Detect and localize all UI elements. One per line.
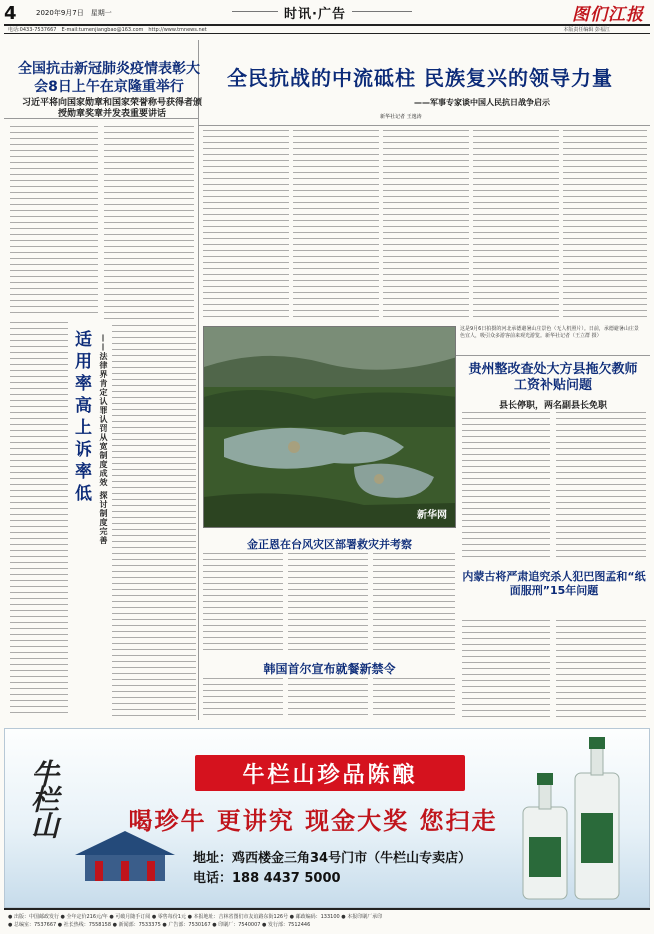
ad-phone: 电话：188 4437 5000 <box>193 871 341 886</box>
article-body <box>112 325 196 717</box>
newspaper-logo: 图们江报 <box>572 5 644 25</box>
article-body <box>203 130 289 320</box>
section-rule <box>198 125 650 126</box>
landscape-photo <box>203 326 456 528</box>
contact-bar <box>4 24 650 34</box>
left-top-headline: 全国抗击新冠肺炎疫情表彰大会8日上午在京隆重举行 <box>18 61 200 95</box>
main-subhead: ——军事专家谈中国人民抗日战争启示 <box>414 98 550 107</box>
guizhou-subhead: 县长停职，两名副县长免职 <box>498 401 607 411</box>
article-body <box>373 678 455 718</box>
article-body <box>10 322 68 717</box>
article-body <box>10 126 98 314</box>
liquor-bottles-icon <box>509 733 629 903</box>
article-body <box>556 412 646 562</box>
photo-image <box>204 327 456 528</box>
photo-caption: 这是9月6日拍摄的河北承德避暑山庄景色（无人机照片）。日前，承德避暑山庄景色宜人，吸引众多游客前来观光游览。新华社记者（王立群 摄） <box>460 326 639 339</box>
article-body <box>556 620 646 718</box>
left-top-subhead: 习近平将向国家勋章和国家荣誉称号获得者颁授勋章奖章并发表重要讲话 <box>22 98 203 119</box>
article-body <box>288 678 368 718</box>
editor-line: 本版责任编辑 彭福江 <box>563 27 610 33</box>
ad-title: 牛栏山珍品陈酿 <box>195 755 465 791</box>
ad-address: 地址：鸡西楼金三角34号门市（牛栏山专卖店） <box>193 851 472 866</box>
guizhou-headline: 贵州整改查处大方县拖欠教师工资补贴问题 <box>468 362 638 393</box>
article-body <box>288 553 368 653</box>
article-body <box>203 678 283 718</box>
column-rule <box>198 40 199 720</box>
kim-headline: 金正恩在台风灾区部署救灾并考察 <box>247 538 412 551</box>
article-body <box>293 130 379 320</box>
section-rule <box>456 355 650 356</box>
korea-headline: 韩国首尔宣布就餐新禁令 <box>263 662 396 676</box>
section-title: 时讯·广告 <box>278 3 352 22</box>
article-body <box>462 620 550 718</box>
issue-date: 2020年9月7日 星期一 <box>36 9 112 17</box>
photo-watermark: 新华网 <box>417 510 447 521</box>
article-body <box>104 126 194 321</box>
article-body <box>563 130 647 320</box>
article-body <box>473 130 559 320</box>
footer <box>4 908 650 932</box>
main-byline: 新华社记者 王逸涛 <box>380 114 422 120</box>
contact-line: 电话:0433-7537667 E-mail:tumenjiangbao@163.com http://www.tmnews.net <box>8 27 207 33</box>
main-headline: 全民抗战的中流砥柱 民族复兴的领导力量 <box>227 66 613 90</box>
ad-slogan: 喝珍牛 更讲究 现金大奖 您扫走 <box>128 807 498 835</box>
footer-line-2: ● 总编室：7537667 ● 社长热线：7558158 ● 新闻部：7533375 ● 广告部：7530167 ● 印刷厂：7540007 ● 发行部：7512446 <box>8 922 311 928</box>
vertical-subhead: ——法律界肯定认罪认罚从宽制度成效 探讨制度完善 <box>99 334 108 545</box>
article-body <box>383 130 469 320</box>
footer-line-1: ● 出版：中国邮政发行 ● 全年定价216元/年 ● 可破月随手订阅 ● 零售每份1元 ● 本报地址：吉林省图们市友谊路东街126号 ● 邮政编码：133100 ● 本报印刷厂承印 <box>8 914 383 920</box>
article-body <box>462 412 550 562</box>
article-body <box>203 553 283 653</box>
page-number: 4 <box>4 2 17 24</box>
ad-brand-calligraphy: 牛栏山 <box>27 759 60 837</box>
mongolia-headline: 内蒙古将严肃追究杀人犯巴图孟和“纸面服刑”15年问题 <box>462 570 646 597</box>
advertisement <box>4 728 650 908</box>
article-body <box>373 553 455 653</box>
vertical-headline: 适用率高上诉率低 <box>71 330 91 506</box>
